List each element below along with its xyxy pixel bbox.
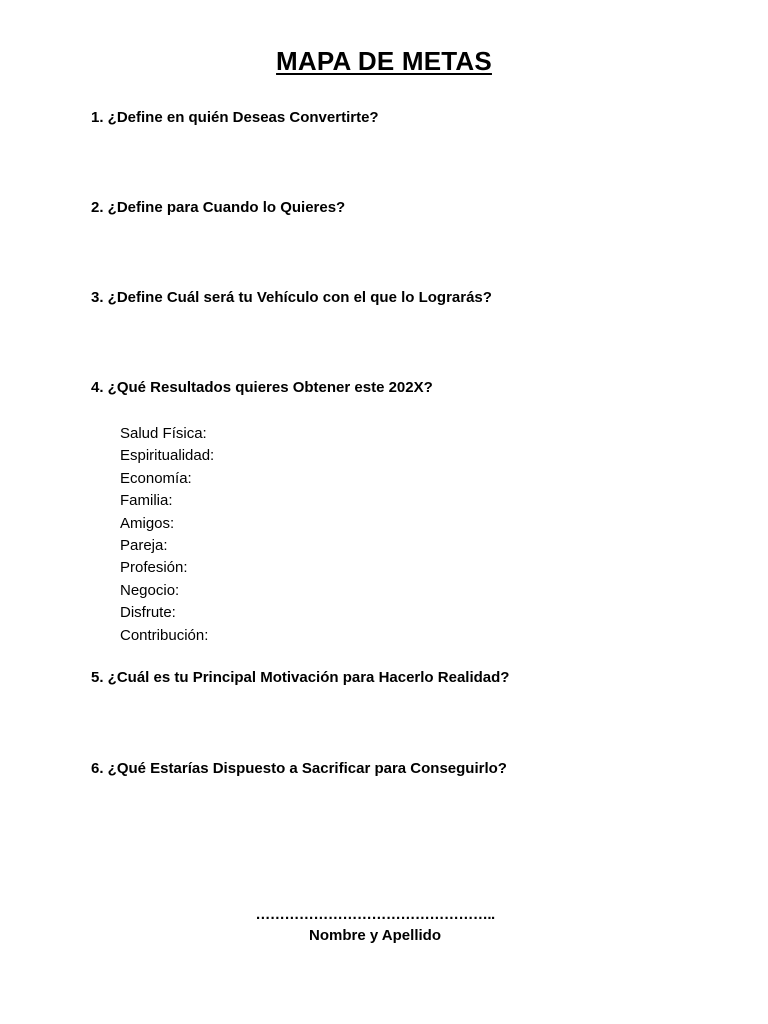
result-item-economia: Economía: [120,469,192,487]
question-4: 4. ¿Qué Resultados quieres Obtener este 202X? [91,379,433,396]
result-item-disfrute: Disfrute: [120,604,176,622]
question-1: 1. ¿Define en quién Deseas Convertirte? [91,109,379,126]
result-item-amigos: Amigos: [120,514,175,532]
signature-line: ………………………………………….. [255,906,495,923]
result-item-familia: Familia: [120,492,173,510]
signature-block [0,905,750,947]
result-item-profesion: Profesión: [120,559,188,577]
result-item-salud-fisica: Salud Física: [120,425,207,442]
result-item-espiritualidad: Espiritualidad: [120,447,215,465]
signature-label: Nombre y Apellido [309,927,441,944]
question-2: 2. ¿Define para Cuando lo Quieres? [91,199,346,216]
page-title: MAPA DE METAS [276,46,492,76]
question-5: 5. ¿Cuál es tu Principal Motivación para Hacerlo Realidad? [91,669,510,686]
result-item-contribucion: Contribución: [120,626,209,644]
question-6: 6. ¿Qué Estarías Dispuesto a Sacrificar para Conseguirlo? [91,760,507,777]
question-3: 3. ¿Define Cuál será tu Vehículo con el que lo Lograrás? [91,289,492,306]
results-list [120,423,214,647]
result-item-negocio: Negocio: [120,581,180,599]
result-item-pareja: Pareja: [120,536,168,554]
